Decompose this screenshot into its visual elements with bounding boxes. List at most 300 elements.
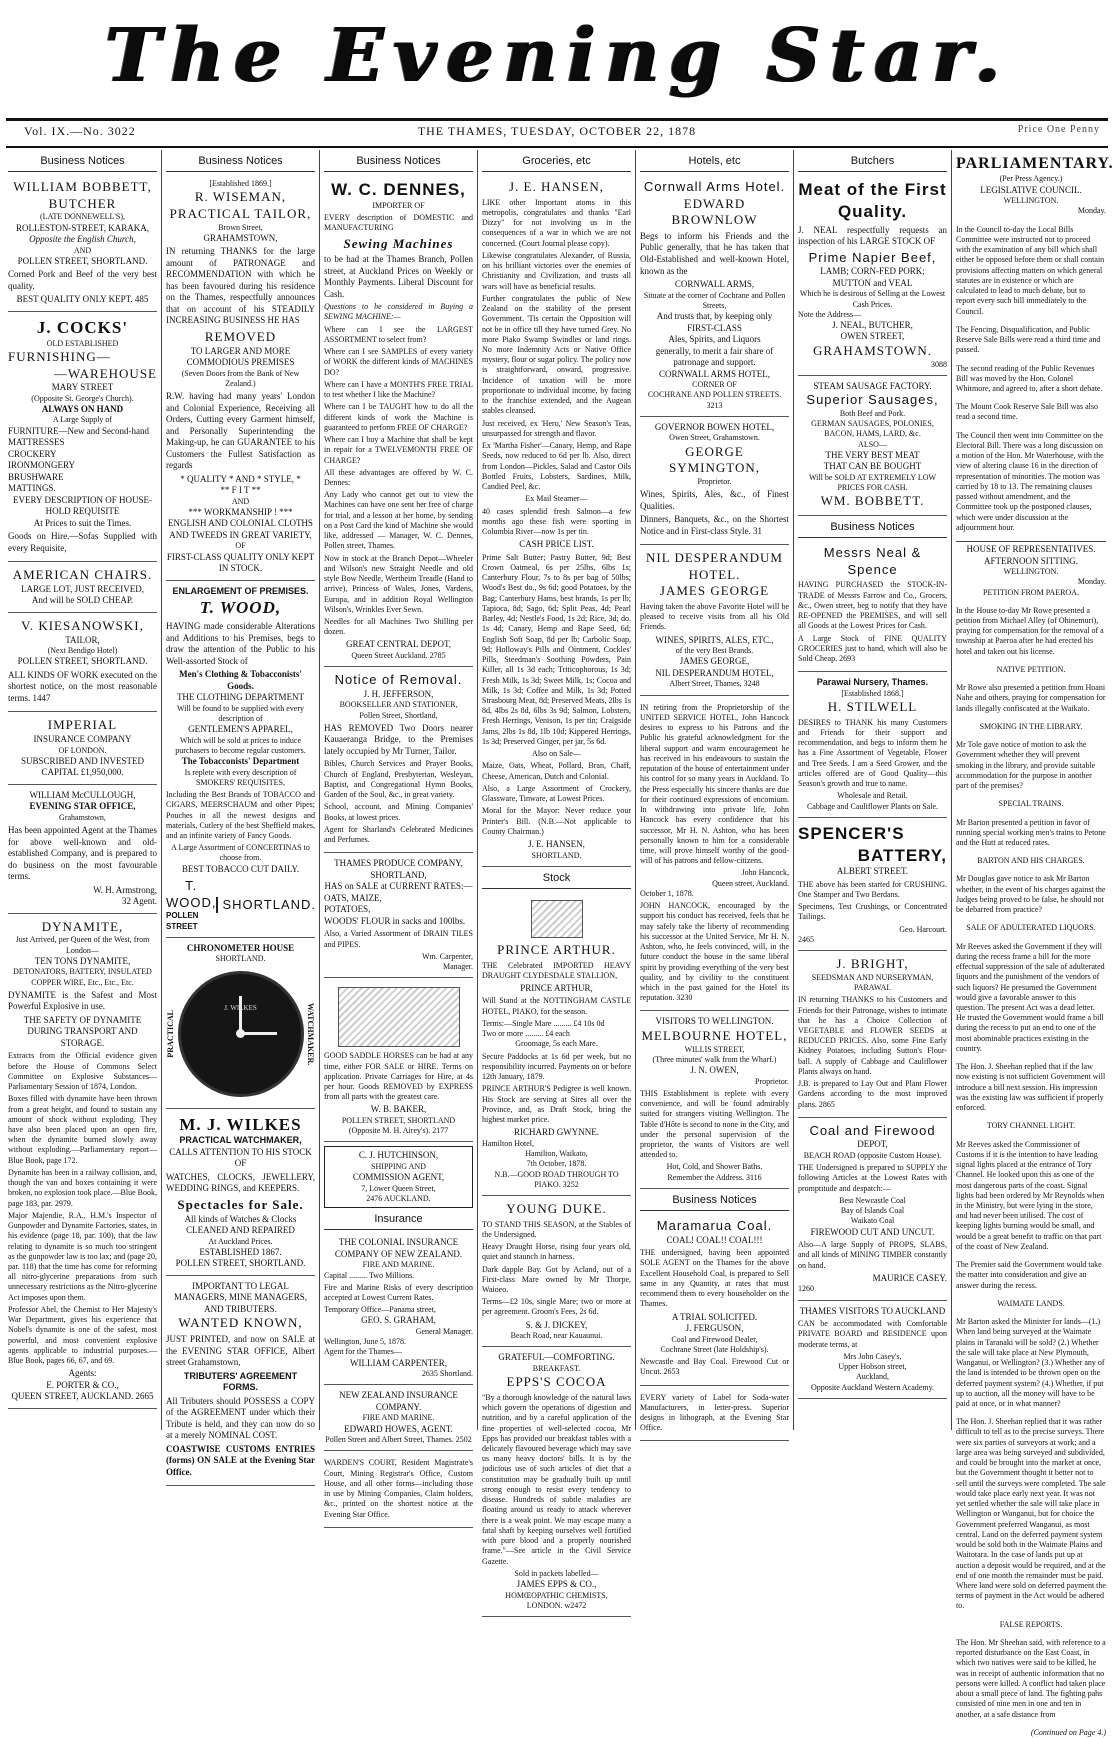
ad-line: of the very Best Brands. <box>675 646 754 656</box>
ad-line: NEW ZEALAND INSURANCE COMPANY. <box>339 1390 458 1412</box>
ad-line: Also on Sale— <box>532 749 581 759</box>
ad-line: Manager. <box>443 962 473 972</box>
ad-line: OATS, MAIZE, <box>324 892 382 903</box>
masthead-rule <box>6 118 1108 121</box>
ad-line: Both Beef and Pork. <box>839 409 906 418</box>
article-paragraph: The Mount Cook Reserve Sale Bill was also read a second time. <box>956 402 1098 422</box>
place-date: THE THAMES, TUESDAY, OCTOBER 22, 1878 <box>417 124 697 138</box>
ad-baker <box>324 980 473 1142</box>
ad-line: A Large Supply of <box>52 415 113 425</box>
article-paragraph: Mr Reeves asked the Government if they will during the recess frame a bill for the more effectual suppression of the sale of adulterated liquors and the punishment of the vendors of such liquors? He presumed the Government would give a favorable answer to this question. The present Act was a dead letter. He trusted the Government would frame a bill during the recess to put an end to one of the most abominable practices existing in the country. <box>956 941 1105 1053</box>
clock-hand <box>241 1032 277 1035</box>
masthead-title: The Evening Star. <box>104 13 1010 99</box>
ad-line: John Hancock, <box>741 868 789 878</box>
column-2 <box>162 150 320 1477</box>
ad-line: FIRE AND MARINE. <box>362 1413 435 1423</box>
ad-steam-sausage <box>798 378 947 516</box>
ad-line: —WAREHOUSE <box>53 365 157 381</box>
ad-line: generally, to merit a fair share of patronage and support. <box>655 345 774 368</box>
ad-line: POTATOES, <box>324 904 371 915</box>
article-agency: (Per Press Agency.) <box>999 174 1063 184</box>
ad-line: THAT CAN BE BOUGHT <box>823 461 922 472</box>
ad-line: AND <box>73 245 92 255</box>
ad-line: CLEANED AND REPAIRED <box>186 1225 295 1236</box>
ad-line: WATCHES, CLOCKS, JEWELLERY, WEDDING RINGS, and KEEPERS. <box>166 1171 315 1194</box>
ad-line: OWEN STREET, <box>840 331 905 342</box>
ad-line: The Tobacconists' Department <box>181 756 300 767</box>
ad-line: EVERY description of DOMESTIC and MANUFACTURING <box>324 213 473 233</box>
ad-line: Hamilton Hotel, <box>482 1138 534 1148</box>
ad-line: Also, a Varied Assortment of DRAIN TILES and PIPES. <box>324 929 473 949</box>
ad-line: INSURANCE COMPANY <box>33 734 132 745</box>
ad-line: MATTRESSES <box>8 437 65 448</box>
ad-line: October 1, 1878. <box>640 888 694 898</box>
ad-line: Cochrane Street (late Holdship's). <box>660 1344 769 1354</box>
ad-line: T. WOOD, <box>166 878 217 910</box>
ad-prince-arthur <box>482 893 631 1196</box>
ad-line: IMPORTANT TO LEGAL MANAGERS, MINE MANAGERS, AND TRIBUTERS. <box>173 1280 307 1314</box>
subhead: WAIMATE LANDS. <box>997 1298 1065 1308</box>
subhead: SPECIAL TRAINS. <box>998 799 1064 809</box>
ad-hansen <box>482 176 631 867</box>
column-heading: Hotels, etc <box>640 154 789 172</box>
ad-line: POLLEN STREET <box>166 911 199 931</box>
ad-line: Agent for Sharland's Celebrated Medicines and Perfumes. <box>324 824 473 845</box>
article-paragraph: The Council then went into Committee on the Electoral Bill. There was a long discussion on a motion of the Hon. Mr Waterhouse, with the view of altering clause 16 in the direction of representation of minorities. The motion was carried by 18 to 13. The remaining clauses passed without amendment, and the Committee took up the postponed clauses, which were under discussion at the adjournment hour. <box>956 430 1104 532</box>
ad-line: Hot, Cold, and Shower Baths. <box>666 1162 763 1172</box>
ad-line: GEORGE SYMINGTON, <box>668 443 760 476</box>
ad-line: CASH PRICE LIST. <box>519 539 594 550</box>
ad-line: Moral for the Mayor: Never reduce your Printer's Bill. (N.B.—Not applicable to County Chairman.) <box>482 806 631 836</box>
ad-line: HAS REMOVED Two Doors nearer Kauaeranga Bridge, to the Premises lately occupied by Mr Turner, Tailor. <box>324 722 473 756</box>
ad-line: Coal and Firewood Dealer, <box>671 1334 758 1344</box>
ad-line: 7, Lower Queen Street, <box>361 1183 436 1193</box>
ad-line: Wellington, June 5, 1878. <box>324 1337 407 1347</box>
ad-line: WM. BOBBETT. <box>820 493 925 509</box>
ad-line: BRUSHWARE <box>8 471 64 482</box>
ad-line: OF LONDON. <box>58 745 107 755</box>
ad-managers <box>166 1278 315 1486</box>
ad-line: WILLIAM CARPENTER, <box>350 1357 447 1368</box>
ad-line: ALSO— <box>858 439 887 449</box>
ad-line: Coal and Firewood <box>809 1122 936 1138</box>
ad-chronometer <box>166 940 315 1109</box>
ad-line: N.B.—GOOD ROAD THROUGH TO PIAKO. 3252 <box>494 1169 619 1189</box>
ad-line: TEN TONS DYNAMITE, <box>34 955 131 966</box>
ad-line: Just Arrived, per Queen of the West, from London— <box>15 935 150 955</box>
ad-line: SHORTLAND. <box>216 897 316 914</box>
horse-image <box>531 900 583 938</box>
ad-stilwell <box>798 674 947 817</box>
ad-line: EVENING STAR OFFICE, <box>29 801 136 812</box>
ad-line: PRACTICAL <box>166 1009 175 1058</box>
ad-line: CORNER OF <box>692 380 737 390</box>
ad-line: Queen Street Auckland. 2785 <box>351 651 446 660</box>
ad-line: GERMAN SAUSAGES, POLONIES, <box>811 419 934 429</box>
ad-line: FIRST-CLASS QUALITY ONLY KEPT IN STOCK. <box>166 551 315 574</box>
ad-line: JAMES GEORGE, <box>679 656 750 667</box>
ad-line: SUBSCRIBED AND INVESTED <box>20 755 144 766</box>
ad-line: ESTABLISHED 1867. <box>199 1246 282 1257</box>
ad-line: Auckland, <box>855 1372 890 1382</box>
ad-line: Where can I have a MONTH'S FREE TRIAL to test whether I like the Machine? <box>324 379 473 400</box>
ad-line: Dark dapple Bay. Got by Acland, out of a First-class Mare owned by Mr Thorpe, Waioeo. <box>482 1264 631 1295</box>
article-paragraph: The second reading of the Public Revenues Bill was moved by the Hon. Colonel Whitmore, and agreed to, after a short debate. <box>956 363 1103 393</box>
ad-line: WARDEN'S COURT, Resident Magistrate's Court, Mining Registrar's Office, Custom House, and all other forms—including those in use by Mining Companies, Claim holders, &c., printed on the shortest notice at the Evening Star Office. <box>324 1458 473 1519</box>
ad-line: FIRST-CLASS <box>687 322 742 333</box>
ad-line: PRINCE ARTHUR'S Pedigree is well known. His Stock are serving at Sires all over the Province, and, as Draft Stock, bring the highest market price. <box>482 1084 631 1125</box>
ad-melbourne <box>640 1013 789 1188</box>
ad-line: THE COLONIAL INSURANCE COMPANY OF NEW ZEALAND. <box>334 1237 463 1259</box>
ad-line: Superior Sausages, <box>806 392 939 408</box>
article-paragraph: Mr Rowe also presented a petition from Hoani Nahe and others, praying for compensation for lands illegally confiscated at the Waikato. <box>956 683 1106 713</box>
ad-line: GRAHAMSTOWN. <box>812 343 932 358</box>
ad-line: SHORTLAND. <box>531 850 582 860</box>
ad-line: 2476 AUCKLAND. <box>366 1193 431 1203</box>
ad-jefferson <box>324 669 473 853</box>
ad-line: PRACTICAL TAILOR, <box>169 205 312 221</box>
continued-note: (Continued on Page 4.) <box>1030 1727 1106 1737</box>
subhead: FALSE REPORTS. <box>999 1619 1063 1629</box>
ad-line: J. E. HANSEN, <box>509 179 604 195</box>
ad-spencers-battery <box>798 820 947 951</box>
ad-line: Brown Street, <box>218 222 263 232</box>
dateline-place: WELLINGTON. <box>1003 567 1059 577</box>
ad-epps <box>482 1349 631 1617</box>
carriage-image <box>338 987 460 1047</box>
column-1 <box>4 150 162 1430</box>
ad-line: WANTED KNOWN, <box>178 1315 303 1331</box>
ad-line: BATTERY, <box>857 845 947 865</box>
ad-dynamite <box>8 916 157 1409</box>
ad-line: Will be SOLD AT EXTREMELY LOW <box>808 472 937 482</box>
ad-line: SPENCER'S <box>798 823 905 843</box>
ad-colonial <box>324 1234 473 1385</box>
ad-line: Two or more ......... £4 each <box>482 1029 570 1039</box>
ad-line: Wm. Carpenter, <box>422 951 473 961</box>
clock-center <box>236 1029 245 1038</box>
ad-line: (Next Bendigo Hotel) <box>47 646 118 656</box>
ad-line: ROLLESTON-STREET, KARAKA, <box>16 222 149 233</box>
ad-wiseman <box>166 176 315 581</box>
dateline-rule <box>6 146 1108 148</box>
ad-line: CHRONOMETER HOUSE <box>186 942 295 953</box>
ad-line: CROCKERY <box>8 448 57 459</box>
article-paragraph: The Fencing, Disqualification, and Public Reserve Sale Bills were read a third time and passed. <box>956 324 1101 355</box>
ad-line: THE VERY BEST MEAT <box>825 449 920 460</box>
ad-line: Bibles, Church Services and Prayer Books, Church of England, Presbyterian, Wesleyan, Baptist, and Congregational Hymn Books, Garden of the Soul, &c., in great variety. <box>324 759 473 800</box>
ad-line: IRONMONGERY <box>8 460 76 471</box>
ad-line: THE SAFETY OF DYNAMITE DURING TRANSPORT AND STORAGE. <box>23 1014 142 1048</box>
volume-number: Vol. IX.—No. 3022 <box>24 124 136 138</box>
ad-line: Maramarua Coal. <box>656 1218 773 1234</box>
ad-soda-labels <box>640 1388 789 1442</box>
ad-line: 2465 <box>798 934 814 944</box>
ad-line: Which he is desirous of Selling at the Lowest Cash Prices. <box>799 289 946 309</box>
ad-line: Pollen Street, Shortland, <box>359 710 438 720</box>
ad-line: POLLEN STREET, SHORTLAND. <box>175 1258 306 1269</box>
ad-line: J. E. HANSEN, <box>528 839 585 850</box>
ad-line: DESIRES to THANK his many Customers and Friends for their support and recommendation, and begs to inform them he has a Fine Assortment of Vegetable, Flower and Tree Seeds. I am a Seed Grower, and the articles offered are of Good Quality—this Season's growth and true to name. <box>798 717 947 789</box>
ad-line: Remember the Address. 3116 <box>667 1172 762 1182</box>
ad-line: J. FERGUSON, <box>685 1323 744 1334</box>
ad-line: J. COCKS' <box>36 317 129 337</box>
subhead: TORY CHANNEL LIGHT. <box>986 1121 1076 1131</box>
ad-line: W. H. Armstrong, <box>93 884 157 895</box>
ad-line: Bay of Islands Coal <box>840 1206 905 1216</box>
ad-line: Including the Best Brands of TOBACCO and CIGARS, MEERSCHAUM and other Pipes; Pouches in all the newest designs and materials, Cutlery of the best Sheffield makes, and an infinite variety of Fancy Goods. <box>166 790 315 840</box>
section-heading: Insurance <box>324 1212 473 1230</box>
ad-line: TAILOR, <box>65 634 100 645</box>
ad-line: GENTLEMEN'S APPAREL, <box>188 724 293 735</box>
ad-line: Professor Abel, the Chemist to Her Majesty's War Department, gives his experience that Nobel's dynamite is one of the safest, most powerful, and most convenient explosive agents applicable to industrial purposes.—Blue Book, pages 66, 67, and 69. <box>8 1304 157 1366</box>
ad-line: T. WOOD, <box>199 598 282 618</box>
ad-line: RICHARD GWYNNE. <box>514 1127 599 1138</box>
ad-line: Meat of the First Quality. <box>798 180 947 221</box>
section-heading: Business Notices <box>798 520 947 538</box>
column-4 <box>478 150 636 1610</box>
article-paragraph: The Hon. J. Sheehan replied that it was rather difficult to tell as to the precise surveys. There were six parties of surveyors at work; and a large area was being surveyed and subdivided, and could be brought into the market at once, but the Government thought it better not to sell until the surveys were completed. The sale would take place early next year. It was not yet settled whether the sale will take place in Wellington or Wanganui, but for choice the Government preferred Wanganui, as most central. Land on the deferred payment system would be sold both in the Waimate Plains and Waitotara. In the case of lands put up at auction a deposit would be required, and at the end of one month the remainder must be paid. Where land were sold on deferred payment the terms of payment in the Act would be adhered to. <box>956 1417 1106 1611</box>
clock-maker: J. WILKES <box>224 1003 257 1012</box>
ad-line: SHIPPING AND <box>371 1161 426 1171</box>
column-3 <box>320 150 478 1519</box>
ad-line: [Established 1868.] <box>841 688 904 698</box>
column-heading: Groceries, etc <box>482 154 631 172</box>
ad-imperial <box>8 714 157 784</box>
ad-line: SEEDSMAN AND NURSERYMAN, <box>811 972 934 982</box>
ad-line: LAMB; CORN-FED PORK; <box>820 266 925 277</box>
ad-line: Owen Street, Grahamstown. <box>669 433 760 443</box>
ad-line: General Manager. <box>415 1326 473 1336</box>
ad-line: All kinds of Watches & Clocks <box>184 1213 297 1224</box>
ad-line: (Opposite St. George's Church). <box>31 393 134 403</box>
ad-line: ENLARGEMENT OF PREMISES. <box>172 585 309 596</box>
ad-line: J. NEAL respectfully requests an inspection of his LARGE STOCK OF <box>798 224 947 247</box>
ad-young-duke <box>482 1198 631 1347</box>
ad-line: WOODS' FLOUR in sacks and 100lbs. <box>324 915 466 926</box>
ad-line: (LATE DONNEWELL'S), <box>40 212 125 222</box>
ad-neal <box>798 176 947 376</box>
section-heading: Business Notices <box>640 1193 789 1211</box>
ad-line: POLLEN STREET, SHORTLAND. <box>17 656 148 667</box>
ad-line: Beach Road, near Kauaunui. <box>510 1331 603 1341</box>
ad-line: MATTINGS. <box>8 483 56 494</box>
ad-line: 1260 <box>798 1284 814 1294</box>
dateline <box>6 124 1108 142</box>
ad-line: DEPOT, <box>857 1139 888 1150</box>
ad-line: M. J. WILKES <box>179 1114 302 1134</box>
ad-line: CAN be accommodated with Comfortable PRIVATE BOARD and RESIDENCE upon moderate terms, at <box>798 1319 947 1349</box>
ad-line: 7th October, 1878. <box>526 1159 587 1169</box>
ad-kiesanowski <box>8 615 157 712</box>
column-5 <box>636 150 794 1433</box>
section-heading: Stock <box>482 871 631 889</box>
ad-line: JUST PRINTED, and now on SALE at the EVENING STAR OFFICE, Albert street Grahamstown, <box>166 1334 315 1368</box>
dateline-day: Monday. <box>1077 577 1106 587</box>
ad-line: POLLEN STREET, SHORTLAND <box>341 1115 456 1125</box>
clock-row <box>166 965 315 1103</box>
ad-line: EDWARD BROWNLOW <box>671 195 758 228</box>
ad-line: FIRE AND MARINE. <box>362 1260 435 1270</box>
dateline-day: Monday. <box>1077 206 1106 216</box>
ad-line: Waikato Coal <box>850 1216 895 1226</box>
ad-line: EPPS'S COCOA <box>506 1374 607 1390</box>
ad-line: (Opposite M. H. Airey's). 2177 <box>348 1126 449 1136</box>
ad-line: 32 Agent. <box>122 896 157 907</box>
ad-line: IMPORTER OF <box>372 200 425 210</box>
ad-line: Opposite Auckland Western Academy. <box>810 1382 935 1392</box>
ad-line: Note the Address— <box>798 309 862 319</box>
article-paragraph: Mr Barton presented a petition in favor of running special working men's trains to Petone and the Hutt at reduced rates. <box>956 817 1106 847</box>
ad-line: PRICES FOR CASH. <box>837 483 908 493</box>
ad-line: And will be SOLD CHEAP. <box>31 595 134 606</box>
dateline-place: WELLINGTON. <box>1003 196 1059 206</box>
ad-line: Temporary Office—Panama street, <box>324 1305 436 1315</box>
ad-coal-firewood <box>798 1120 947 1301</box>
ad-line: MAURICE CASEY. <box>872 1272 947 1283</box>
ad-line: Where can I see SAMPLES of every variety of WORK the different kinds of MACHINES DO? <box>324 347 473 377</box>
ad-line: Queen street, Auckland. <box>712 878 789 888</box>
ad-line: PARAWAI. <box>853 983 892 993</box>
ad-line: Spectacles for Sale. <box>177 1197 304 1212</box>
ad-line: Parawai Nursery, Thames. <box>816 677 929 688</box>
clock-icon <box>178 971 304 1097</box>
ad-line: Further congratulates the public of New Zealand on the stability of the present Government. 'Tis certain the Opposition will not be in office till they have turned Grey. No more Piako Swamp Swindles or land rings. No more Indemnity Acts or Native Office mystery, flour or sugar policy. The policy now is straightforward, onward, progressive. Incidence of taxation will be more proportionate to individual income, by facing to the franchise extended, and the Augean stables cleansed. <box>482 293 631 416</box>
ad-line: PRINCE ARTHUR. <box>497 941 616 957</box>
ad-line: Terms—£2 10s, single Mare; two or more at per agreement. Groom's Fees, 2s 6d. <box>482 1297 631 1317</box>
ad-line: TO STAND THIS SEASON, at the Stables of the Undersigned. <box>482 1219 631 1239</box>
ad-line: GOVERNOR BOWEN HOTEL, <box>654 421 775 432</box>
ad-line: All these advantages are offered by W. C. Dennes: <box>324 467 473 487</box>
ad-line: MUTTON and VEAL <box>832 277 913 288</box>
ad-line: S. & J. DICKEY, <box>525 1319 588 1330</box>
ad-line: REMOVED <box>204 328 277 344</box>
ad-line: NIL DESPERANDUM HOTEL, <box>655 667 774 678</box>
ad-line: HOMŒOPATHIC CHEMISTS, <box>505 1590 608 1600</box>
ad-line: GEO. S. GRAHAM, <box>361 1315 436 1326</box>
ad-line: Agent for the Thames— <box>324 1347 402 1357</box>
ad-line: POLLEN STREET, SHORTLAND. <box>17 255 148 266</box>
ad-line: R. WISEMAN, <box>194 189 287 205</box>
ad-line: GRATEFUL—COMFORTING. <box>498 1352 615 1363</box>
ad-line: C. J. HUTCHINSON, <box>358 1150 439 1161</box>
ad-line: Grahamstown, <box>59 812 106 822</box>
ad-line: Also, a Large Assortment of Crockery, Glassware, Tinware, at Lowest Prices. <box>482 783 631 804</box>
ad-warden <box>324 1453 473 1527</box>
ad-line: GOOD SADDLE HORSES can be had at any time, either FOR SALE or HIRE. Terms on application. Private Carriages for Hire, at 4s per hour. Goods REMOVED by EXPRESS from all parts with the greatest care. <box>324 1051 473 1102</box>
ad-line: ALWAYS ON HAND <box>41 403 124 414</box>
ad-line: GRAHAMSTOWN, <box>203 232 278 243</box>
ad-line: Needles for all Machines Two Shilling per dozen. <box>324 617 473 637</box>
ad-line: Pollen Street and Albert Street, Thames. 2502 <box>325 1435 472 1445</box>
ad-line: W. C. DENNES, <box>331 180 466 200</box>
ad-line: Maize, Oats, Wheat, Pollard, Bran, Chaff, Cheese, American, Dutch and Colonial. <box>482 761 631 781</box>
ad-line: JAMES GEORGE <box>659 583 770 599</box>
subhead: BARTON AND HIS CHARGES. <box>977 856 1085 866</box>
ad-line: DYNAMITE, <box>41 918 124 934</box>
ad-line: Messrs Neal & Spence <box>823 545 922 577</box>
ad-line: WILLIS STREET, <box>684 1044 745 1054</box>
ad-line: PRINCE ARTHUR, <box>520 982 593 993</box>
masthead <box>0 0 1114 112</box>
ad-line: Capital ......... Two Millions. <box>324 1270 415 1280</box>
ad-line: J. H. JEFFERSON, <box>363 688 434 699</box>
ad-line: ** F I T ** <box>220 485 261 496</box>
ad-line: At Auckland Prices. <box>208 1236 273 1246</box>
ad-line: HAVING made considerable Alterations and Additions to his Premises, begs to draw the attention of the Public to his Well-assorted Stock of <box>166 621 315 666</box>
ad-line: BACON, HAMS, LARD, &c. <box>824 429 921 439</box>
ad-line: IN retiring from the Proprietorship of the UNITED SERVICE HOTEL, John Hancock desires to express to his Patrons and the Public his grateful acknowledgment for the liberal support and warm encouragement he has received in his endeavours to sustain the reputation of the house of entertainment under his control for so many years in Auckland. To the Press especially his sincere thanks are due for their continued expressions of encomium. In withdrawing into private life, John Hancock has every confidence that his successor, Mr H. N. Ashton, who has been personally known to him for a considerable time, will prove himself worthy of the good-will of his patrons and fellow-citizens. <box>640 702 789 866</box>
ad-line: JAMES EPPS & CO., <box>516 1579 597 1590</box>
ad-line: School, account, and Mining Companies' Books, at lowest prices. <box>324 802 473 822</box>
article-paragraph: In the Council to-day the Local Bills Committee were instructed not to proceed with the examination of any bill which shall either be opposed before them or shall contain provisions affecting matters on which general statutes are in existence or which are calculated to lead to much debate, but to report every such bill immediately to the Council. <box>956 224 1105 316</box>
ad-line: TRIBUTERS' AGREEMENT FORMS. <box>183 1370 298 1393</box>
ad-line: Which will be sold at prices to induce purchasers to become regular customers. <box>175 735 306 755</box>
column-6 <box>794 150 952 1430</box>
ad-line: Hamilton, Waikato, <box>525 1149 588 1159</box>
ad-line: MELBOURNE HOTEL, <box>641 1028 788 1043</box>
ad-line: Where can I buy a Machine that shall be kept in repair for a TWELVEMONTH FREE OF CHARGE? <box>324 435 473 465</box>
ad-line: Ex Mail Steamer— <box>525 494 588 504</box>
ad-line: Now in stock at the Branch Depot—Wheeler and Wilson's new Straight Needle and old style Bow Needle, Wertheim Treadle (Hand to arrive), Princess of Wales, Jones, Vardens, Europa, and in addition Royal Wellington Wilson's, Wrinkles Ever Sewn. <box>324 553 473 614</box>
ad-line: Cornwall Arms Hotel. <box>643 179 786 195</box>
ad-line: GREAT CENTRAL DEPOT, <box>345 639 452 650</box>
ad-line: PRACTICAL WATCHMAKER, <box>179 1135 302 1146</box>
ad-line: Where can I be TAUGHT how to do all the different kinds of work the Machine is guaranteed to perform FREE OF CHARGE? <box>324 402 473 432</box>
ad-line: FURNITURE—New and Second-hand <box>8 425 149 436</box>
subhead: SALE OF ADULTERATED LIQUORS. <box>966 923 1096 933</box>
ad-neal-spence <box>798 542 947 672</box>
ad-line: COASTWISE CUSTOMS ENTRIES (forms) ON SALE at the Evening Star Office. <box>166 1443 315 1477</box>
ad-line: COAL! COAL!! COAL!!! <box>666 1234 763 1245</box>
ad-line: FURNISHING— <box>8 348 111 364</box>
ad-line: THAMES PRODUCE COMPANY, SHORTLAND, <box>334 858 463 880</box>
ad-line: JOHN HANCOCK, encouraged by the support his conduct has received, feels that he may safely take the liberty of recommending his successor at the United Service, Mr H. N. Ashton, who, he feels convinced, will, in the future conduct the house in the same liberal spirit by providing everything of the very best quality, and by civility to the constituent which in the past gained for the Hotel its reputation. 3230 <box>640 901 789 1003</box>
ad-line: [Established 1869.] <box>209 179 272 189</box>
ad-line: Corned Pork and Beef of the very best quality. <box>8 269 157 291</box>
ad-line: THE undersigned, having been appointed SOLE AGENT on the Thames for the above Excellent Household Coal, is prepared to Sell same in any Quantity, at rates that must recommend them to every householder on the Thames. <box>640 1248 789 1309</box>
article-paragraph: The Hon. J. Sheehan replied that if the law now existing is not sufficient Government will introduce a bill next session. His impression was the existing law was sufficient if properly enforced. <box>956 1062 1106 1113</box>
section-title: LEGISLATIVE COUNCIL. <box>980 184 1082 195</box>
ad-line: Opposite the English Church, <box>29 234 136 245</box>
ad-line: IN returning THANKS to his Customers and Friends for their Patronage, wishes to intimate that he has a Choice Collection of VEGETABLE and FLOWER SEEDS at REDUCED PRICES. Also, some Fine Early Kidney Potatoes, including Sutton's Flour-ball. A supply of Cabbage and Cauliflower Plants always on hand. <box>798 995 947 1076</box>
ad-line: THE Undersigned is prepared to SUPPLY the following Articles at the Lowest Rates with promptitude and despatch:— <box>798 1163 947 1193</box>
ad-line: E. PORTER & CO., <box>46 1379 119 1390</box>
ad-wilkes <box>166 1111 315 1276</box>
columns <box>4 150 1114 1737</box>
ad-line: Ex 'Martha Fisher'—Canary, Hemp, and Rape Seeds, now reduced to 6d per lb. Also, direct from London—Pickles, Salad and Castor Oils Bottled Fruits, Lobsters, Sardines, Milk, Candied Peel, &c. <box>482 441 631 492</box>
ad-line: Dinners, Banquets, &c., on the Shortest Notice and in First-class Style. 31 <box>640 514 789 536</box>
ad-line: NIL DESPERANDUM HOTEL. <box>646 550 783 582</box>
article-paragraph: Mr Douglas gave notice to ask Mr Barton whether, in the event of his charges against the Judges being proved to be false, he should not be debarred from practice? <box>956 874 1106 915</box>
ad-wood <box>166 583 315 938</box>
article-paragraph: The Hon. Mr Sheehan said, with reference to a reported disturbance on the East Coast, in which two natives were said to be killed, he was in receipt of authentic information that no persons were killed. A conflict had taken place about a small piece of land. The fighting pahs consisted of nine men in one and ten in another, at a safe distance from <box>956 1637 1106 1719</box>
ad-line: W. B. BAKER, <box>370 1104 427 1115</box>
subhead: SMOKING IN THE LIBRARY. <box>979 721 1083 731</box>
ad-hancock <box>640 698 789 1012</box>
column-heading: Business Notices <box>166 154 315 172</box>
ad-line: DYNAMITE is the Safest and Most Powerful Explosive in use. <box>8 989 157 1012</box>
ad-line: BEST QUALITY ONLY KEPT. 485 <box>16 294 149 305</box>
ad-line: Having taken the above Favorite Hotel will be pleased to receive visits from all his Old Friends. <box>640 601 789 632</box>
article-paragraph: The Premier said the Government would take the matter into consideration and give an answer during the recess. <box>956 1260 1102 1290</box>
ad-line: THIS Establishment is replete with every convenience, and will be found admirably suited for strangers visiting Wellington. The Table d'Hôte is second to none in the City, and under the personal supervision of the proprietor, the wants of Visitors are well attended to. <box>640 1088 789 1160</box>
ad-line: Mrs John Casey's, <box>843 1351 902 1361</box>
ad-line: OLD ESTABLISHED <box>46 338 119 348</box>
ad-line: Notice of Removal. <box>334 672 463 688</box>
ad-line: Cabbage and Cauliflower Plants on Sale. <box>806 801 939 811</box>
ad-line: Begs to inform his Friends and the Public generally, that he has taken that Old-Established and well-known Hotel, known as the <box>640 230 789 276</box>
